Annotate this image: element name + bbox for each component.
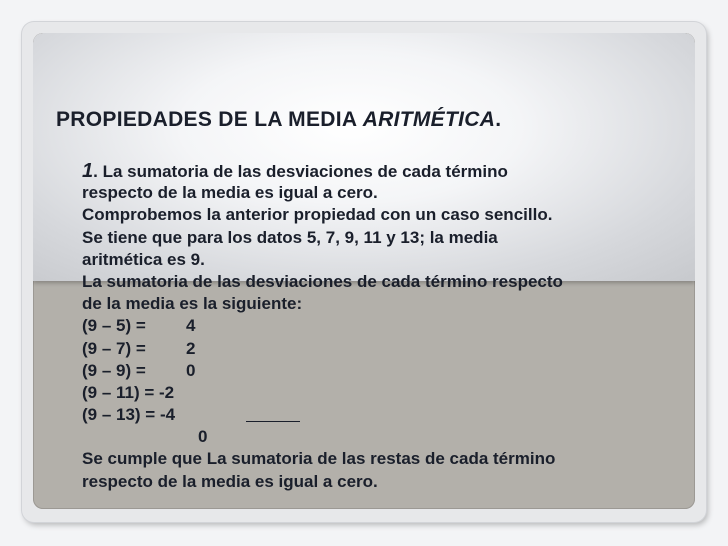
calc-expr: (9 – 7) = [82, 338, 146, 358]
calc-expr: (9 – 9) = [82, 360, 146, 380]
slide-content [82, 160, 682, 493]
title-end: . [495, 108, 502, 131]
calc-row-4: (9 – 11) = -2 [82, 382, 175, 402]
title-italic: ARITMÉTICA [362, 108, 496, 131]
intro-line-text: . La sumatoria de las desviaciones de cada término [93, 162, 508, 181]
calc-value: 2 [186, 338, 196, 358]
sum-underline [246, 421, 300, 422]
intro-line-1 [82, 160, 682, 182]
calc-row-1 [82, 315, 682, 337]
calc-value: 4 [186, 316, 196, 336]
sum-result: 0 [198, 427, 208, 447]
conclusion-line-1: Se cumple que La sumatoria de las restas de cada término [82, 449, 556, 469]
title-main: PROPIEDADES DE LA MEDIA [56, 108, 363, 131]
intro-line-3: Comprobemos la anterior propiedad con un caso sencillo. [82, 205, 553, 225]
intro-line-2: respecto de la media es igual a cero. [82, 183, 378, 203]
calc-expr: (9 – 5) = [82, 316, 146, 336]
conclusion-line-2: respecto de la media es igual a cero. [82, 471, 378, 491]
page-title [56, 108, 501, 132]
intro-line-6: La sumatoria de las desviaciones de cada término respecto [82, 271, 563, 291]
intro-line-7: de la media es la siguiente: [82, 294, 303, 314]
calc-row-5: (9 – 13) = -4 [82, 405, 176, 425]
intro-line-5: aritmética es 9. [82, 249, 205, 269]
calc-value: 0 [186, 360, 196, 380]
calc-row-2 [82, 338, 682, 360]
property-number: 1 [82, 160, 94, 182]
calc-row-3 [82, 360, 682, 382]
intro-line-4: Se tiene que para los datos 5, 7, 9, 11 y 13; la media [82, 227, 498, 247]
